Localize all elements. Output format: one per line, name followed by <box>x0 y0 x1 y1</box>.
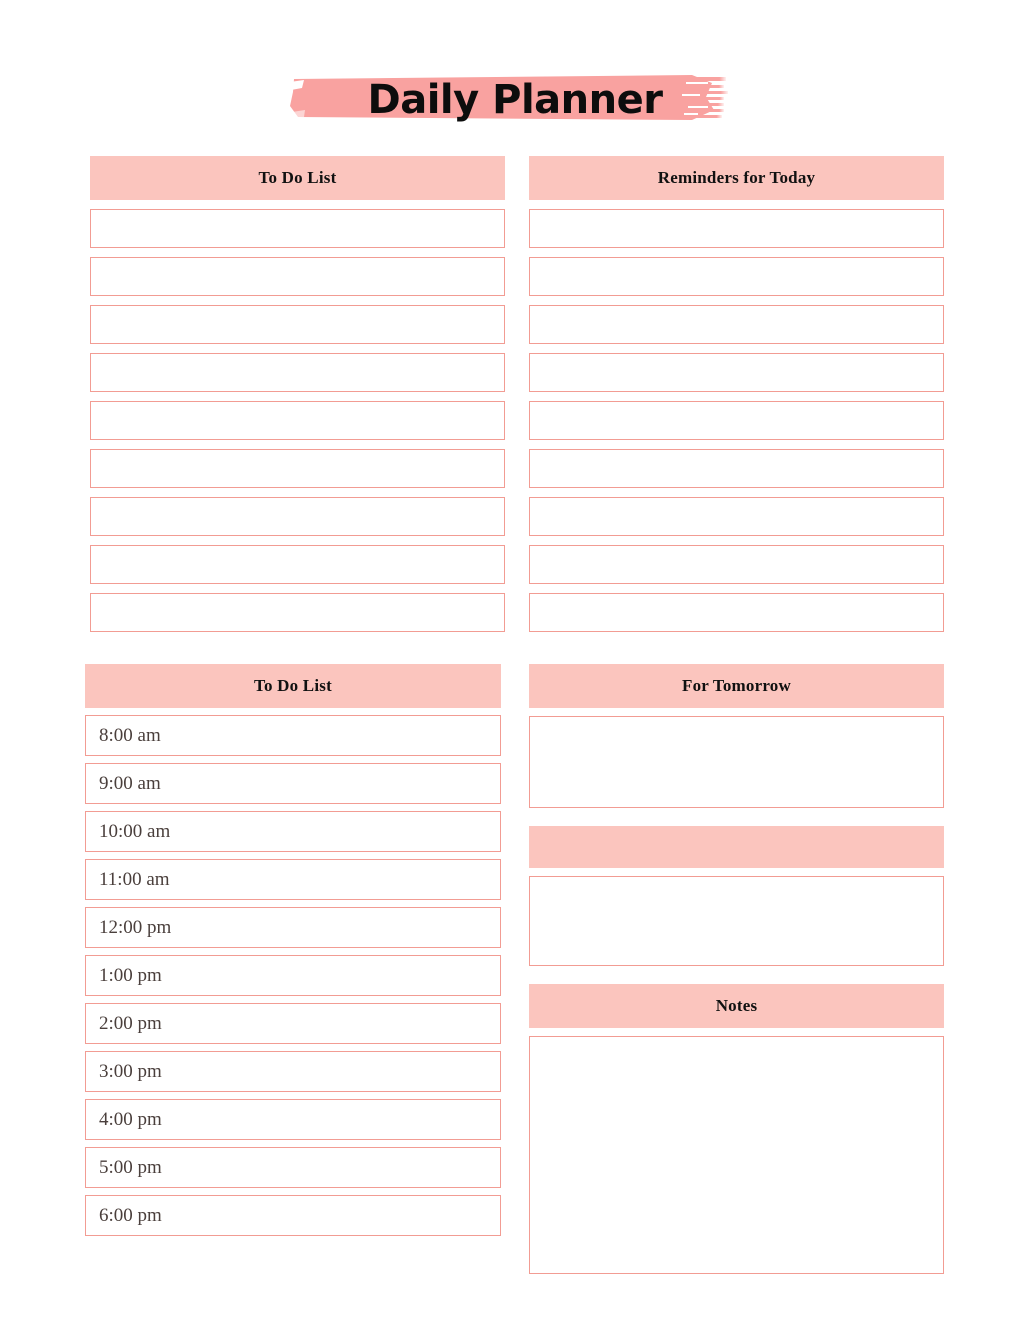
reminders-entry[interactable] <box>529 305 944 344</box>
untitled-section-entry[interactable] <box>529 876 944 966</box>
todo-list-entry[interactable] <box>90 305 505 344</box>
schedule-row[interactable]: 9:00 am <box>85 763 501 804</box>
reminders-entry[interactable] <box>529 497 944 536</box>
reminders-entry[interactable] <box>529 593 944 632</box>
untitled-section-heading <box>529 826 944 868</box>
schedule-heading: To Do List <box>85 664 501 708</box>
reminders-entry[interactable] <box>529 353 944 392</box>
schedule-row[interactable]: 6:00 pm <box>85 1195 501 1236</box>
todo-list-entry[interactable] <box>90 449 505 488</box>
section-todo-list <box>90 156 505 632</box>
todo-list-entry[interactable] <box>90 593 505 632</box>
schedule-row[interactable]: 1:00 pm <box>85 955 501 996</box>
notes-heading: Notes <box>529 984 944 1028</box>
reminders-heading: Reminders for Today <box>529 156 944 200</box>
reminders-entry[interactable] <box>529 209 944 248</box>
reminders-entry[interactable] <box>529 257 944 296</box>
todo-list-entry[interactable] <box>90 545 505 584</box>
for-tomorrow-heading: For Tomorrow <box>529 664 944 708</box>
todo-list-entry[interactable] <box>90 497 505 536</box>
schedule-row[interactable]: 12:00 pm <box>85 907 501 948</box>
reminders-entry[interactable] <box>529 545 944 584</box>
todo-list-entry[interactable] <box>90 257 505 296</box>
todo-list-heading: To Do List <box>90 156 505 200</box>
reminders-entry[interactable] <box>529 449 944 488</box>
for-tomorrow-entry[interactable] <box>529 716 944 808</box>
page-title-banner <box>0 62 1024 138</box>
schedule-row[interactable]: 11:00 am <box>85 859 501 900</box>
todo-list-entry[interactable] <box>90 209 505 248</box>
todo-list-entry[interactable] <box>90 353 505 392</box>
section-reminders <box>529 156 944 632</box>
schedule-row[interactable]: 5:00 pm <box>85 1147 501 1188</box>
reminders-entry[interactable] <box>529 401 944 440</box>
schedule-row[interactable]: 2:00 pm <box>85 1003 501 1044</box>
todo-list-entry[interactable] <box>90 401 505 440</box>
section-for-tomorrow-and-notes <box>529 664 944 1274</box>
notes-entry[interactable] <box>529 1036 944 1274</box>
schedule-row[interactable]: 4:00 pm <box>85 1099 501 1140</box>
schedule-row[interactable]: 3:00 pm <box>85 1051 501 1092</box>
schedule-row[interactable]: 10:00 am <box>85 811 501 852</box>
page-title: Daily Planner <box>367 77 663 123</box>
schedule-row[interactable]: 8:00 am <box>85 715 501 756</box>
section-schedule <box>85 664 501 1236</box>
